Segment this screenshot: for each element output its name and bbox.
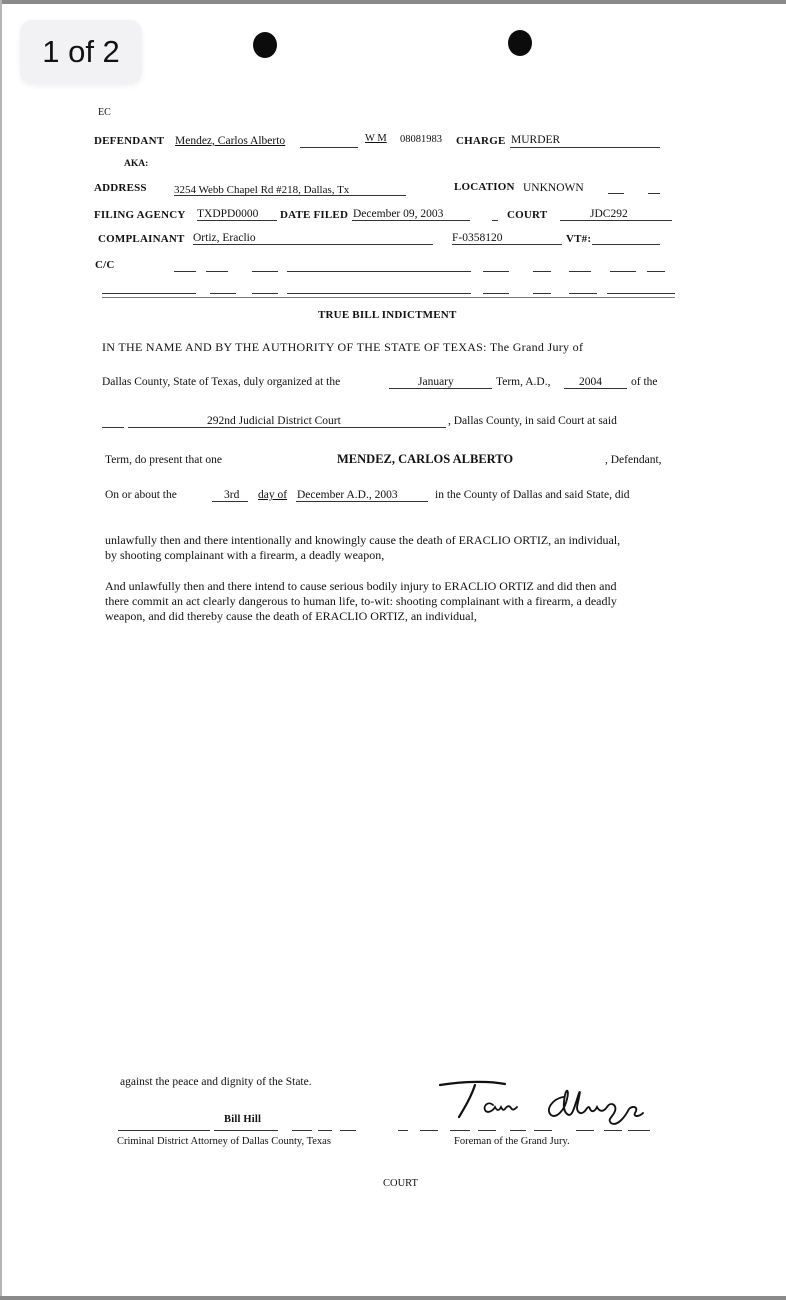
signature-line xyxy=(576,1130,594,1131)
page-indicator: 1 of 2 xyxy=(20,20,142,84)
paragraph-2-line-2: there commit an act clearly dangerous to human life, to-wit: shooting complainant with a firearm, a deadly xyxy=(105,594,617,608)
cc-label: C/C xyxy=(95,259,115,271)
court-value: JDC292 xyxy=(590,208,628,220)
fill-line xyxy=(212,501,248,502)
charge-value: MURDER xyxy=(511,134,561,146)
document-title: TRUE BILL INDICTMENT xyxy=(318,309,457,321)
signature-line xyxy=(604,1130,622,1131)
signature-line xyxy=(340,1130,356,1131)
blank-line xyxy=(533,293,551,294)
vt-label: VT#: xyxy=(566,233,592,245)
signature-line xyxy=(510,1130,526,1131)
initials: EC xyxy=(98,107,111,118)
filing-agency-value: TXDPD0000 xyxy=(197,208,259,220)
defendant-name: Mendez, Carlos Alberto xyxy=(175,135,286,147)
signature-line xyxy=(420,1130,438,1131)
signature-line xyxy=(398,1130,408,1131)
paragraph-2-line-1: And unlawfully then and there intend to cause serious bodily injury to ERACLIO ORTIZ and did then and xyxy=(105,579,617,593)
blank-line xyxy=(252,293,278,294)
blank-line xyxy=(483,271,509,272)
signature-line xyxy=(118,1130,210,1131)
signature-line xyxy=(318,1130,332,1131)
day-of-text: day of xyxy=(258,489,288,501)
blank-line xyxy=(206,271,228,272)
fill-line xyxy=(296,501,428,502)
punch-hole-right xyxy=(508,30,532,56)
punch-hole-left xyxy=(253,32,277,58)
blank-line xyxy=(174,271,196,272)
aka-label: AKA: xyxy=(124,159,149,169)
foreman-title: Foreman of the Grand Jury. xyxy=(454,1136,570,1147)
fill-line xyxy=(389,388,492,389)
blank-line xyxy=(210,293,236,294)
complainant-label: COMPLAINANT xyxy=(98,233,185,245)
fill-line xyxy=(102,427,124,428)
offense-date: December A.D., 2003 xyxy=(297,489,398,501)
signature-line xyxy=(214,1130,278,1131)
county-state-text: in the County of Dallas and said State, did xyxy=(435,489,630,501)
defendant-caps: MENDEZ, CARLOS ALBERTO xyxy=(337,452,514,466)
blank-line xyxy=(483,293,509,294)
fill-line xyxy=(608,193,624,194)
blank-line xyxy=(610,271,636,272)
paragraph-1-line-1: unlawfully then and there intentionally and knowingly cause the death of ERACLIO ORTIZ, an individual, xyxy=(105,533,621,547)
da-name: Bill Hill xyxy=(224,1114,262,1125)
fill-line xyxy=(300,147,358,148)
charge-label: CHARGE xyxy=(456,135,506,147)
closing-text: against the peace and dignity of the State. xyxy=(120,1076,312,1088)
separator-rule xyxy=(102,297,675,298)
case-number: F-0358120 xyxy=(452,232,503,244)
location-label: LOCATION xyxy=(454,181,515,193)
blank-line xyxy=(252,271,278,272)
paragraph-2-line-3: weapon, and did thereby cause the death of ERACLIO ORTIZ, an individual, xyxy=(105,609,477,623)
blank-line xyxy=(569,293,597,294)
defendant-suffix: , Defendant, xyxy=(605,454,662,466)
fill-line xyxy=(197,220,277,221)
fill-line xyxy=(492,220,498,221)
county-court-text: , Dallas County, in said Court at said xyxy=(448,415,617,427)
of-the-text: of the xyxy=(631,376,658,388)
signature-line xyxy=(450,1130,470,1131)
address-label: ADDRESS xyxy=(94,182,147,194)
signature-line xyxy=(292,1130,312,1131)
paragraph-1-line-2: by shooting complainant with a firearm, a deadly weapon, xyxy=(105,548,385,562)
offense-day: 3rd xyxy=(224,489,240,501)
on-or-about-text: On or about the xyxy=(105,489,177,501)
address-value: 3254 Webb Chapel Rd #218, Dallas, Tx xyxy=(174,184,350,196)
court-name: 292nd Judicial District Court xyxy=(207,415,341,427)
date-of-birth: 08081983 xyxy=(400,134,442,145)
blank-line xyxy=(647,271,665,272)
blank-line xyxy=(607,293,675,294)
fill-line xyxy=(564,388,627,389)
viewer-bottom-border xyxy=(0,1296,786,1300)
foreman-signature xyxy=(435,1075,665,1130)
term-label: Term, A.D., xyxy=(496,376,551,388)
viewer-top-border xyxy=(0,0,786,4)
fill-line xyxy=(174,195,406,196)
blank-line xyxy=(533,271,551,272)
fill-line xyxy=(128,427,446,428)
authority-line: IN THE NAME AND BY THE AUTHORITY OF THE STATE OF TEXAS: The Grand Jury of xyxy=(102,340,584,354)
fill-line xyxy=(648,193,660,194)
county-line-start: Dallas County, State of Texas, duly organized at the xyxy=(102,376,341,388)
fill-line xyxy=(510,147,660,148)
court-stamp: COURT xyxy=(383,1178,418,1189)
signature-line xyxy=(478,1130,496,1131)
race-sex: W M xyxy=(365,133,387,144)
fill-line xyxy=(352,220,470,221)
defendant-label: DEFENDANT xyxy=(94,135,165,147)
filing-agency-label: FILING AGENCY xyxy=(94,209,186,221)
signature-line xyxy=(534,1130,552,1131)
term-month: January xyxy=(418,376,454,388)
blank-line xyxy=(102,293,196,294)
date-filed-label: DATE FILED xyxy=(280,209,349,221)
date-filed-value: December 09, 2003 xyxy=(353,208,444,220)
blank-line xyxy=(569,271,591,272)
signature-line xyxy=(628,1130,650,1131)
blank-line xyxy=(287,271,471,272)
complainant-value: Ortiz, Eraclio xyxy=(193,232,256,244)
fill-line xyxy=(452,244,562,245)
blank-line xyxy=(287,293,471,294)
fill-line xyxy=(560,220,672,221)
viewer-left-border xyxy=(0,0,2,1300)
present-text: Term, do present that one xyxy=(105,454,223,466)
fill-line xyxy=(193,244,433,245)
court-label: COURT xyxy=(507,209,548,221)
location-value: UNKNOWN xyxy=(523,182,584,194)
term-year: 2004 xyxy=(579,376,602,388)
da-title: Criminal District Attorney of Dallas County, Texas xyxy=(117,1136,331,1147)
fill-line xyxy=(592,244,660,245)
